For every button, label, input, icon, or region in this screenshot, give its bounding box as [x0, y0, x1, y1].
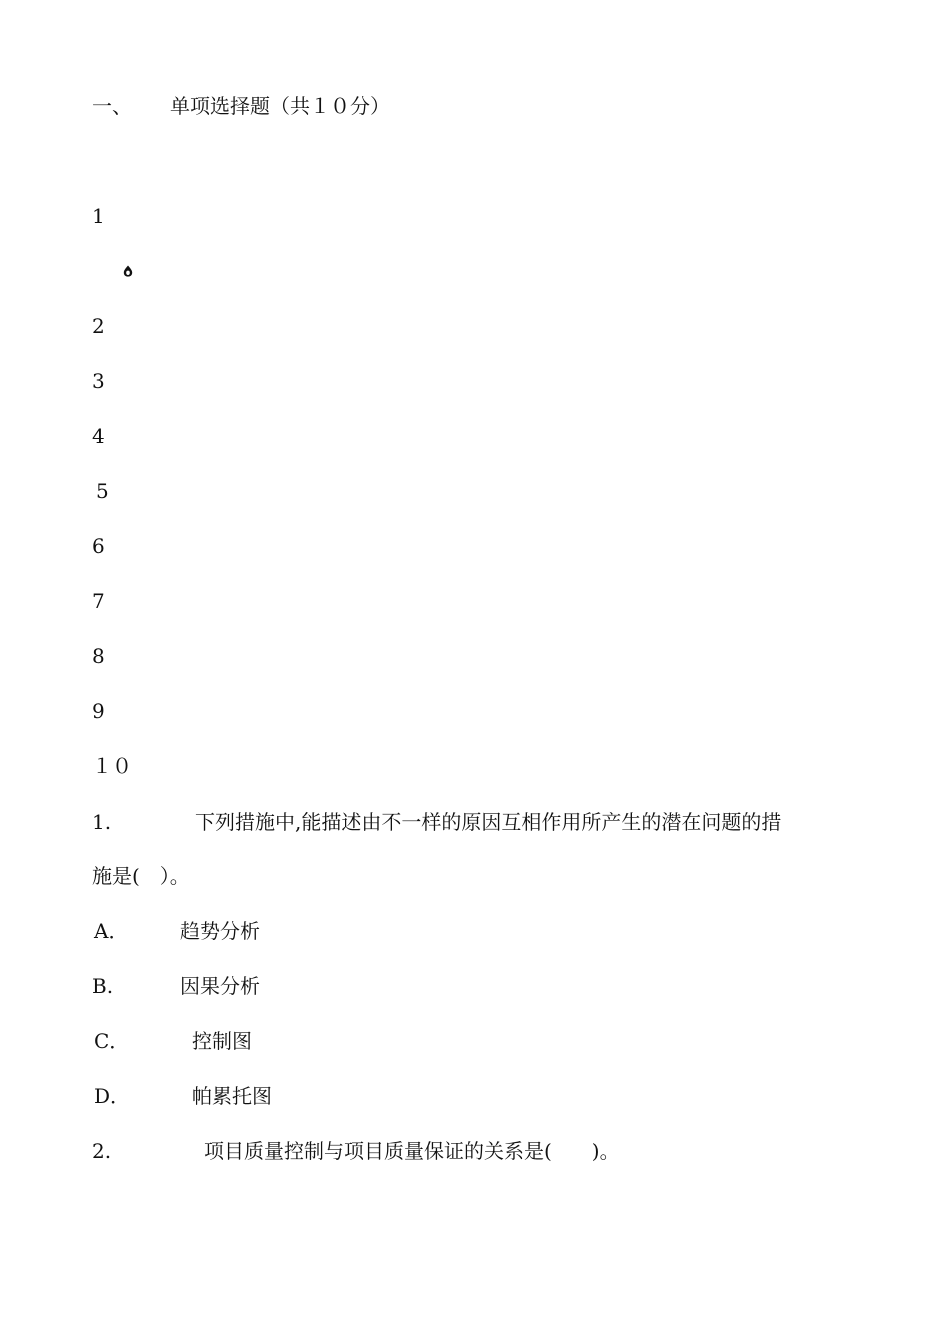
question-1-option-d: [94, 1086, 272, 1106]
question-1-option-a: [94, 921, 260, 941]
answer-number-7: 7: [92, 589, 105, 613]
question-1-option-c: [94, 1031, 252, 1051]
option-label: C．: [94, 1029, 130, 1053]
answer-number-6: 6: [92, 534, 105, 558]
answer-number-1: 1: [92, 204, 105, 228]
question-2-text: 项目质量控制与项目质量保证的关系是( )。: [204, 1139, 620, 1163]
option-label: B.: [92, 974, 114, 998]
question-1-text: 下列措施中,能描述由不一样的原因互相作用所产生的潜在问题的措: [195, 810, 782, 834]
option-label: A．: [94, 919, 129, 943]
option-text: 控制图: [192, 1029, 252, 1053]
answer-number-5: 5: [96, 479, 109, 503]
answer-number-8: 8: [92, 644, 105, 668]
option-text: 帕累托图: [192, 1084, 272, 1108]
option-text: 趋势分析: [180, 919, 260, 943]
question-1-option-b: [92, 976, 260, 996]
question-2-line-1: [92, 1141, 620, 1161]
question-2-number: 2.: [92, 1139, 112, 1163]
question-1-number: 1.: [92, 810, 112, 834]
answer-number-9: 9: [92, 699, 105, 723]
answer-number-3: 3: [92, 369, 105, 393]
answer-number-4: 4: [92, 424, 105, 448]
bullet-mark-icon: [123, 265, 133, 277]
answer-number-10: １０: [92, 754, 132, 778]
question-1-line-1: [92, 812, 781, 832]
answer-number-2: 2: [92, 314, 105, 338]
question-1-line-2: 施是( ）。: [92, 864, 190, 888]
option-label: D．: [94, 1084, 131, 1108]
section-title: 单项选择题（共１０分）: [170, 94, 390, 118]
section-heading: [92, 96, 390, 116]
section-number: 一、: [92, 94, 132, 118]
option-text: 因果分析: [180, 974, 260, 998]
